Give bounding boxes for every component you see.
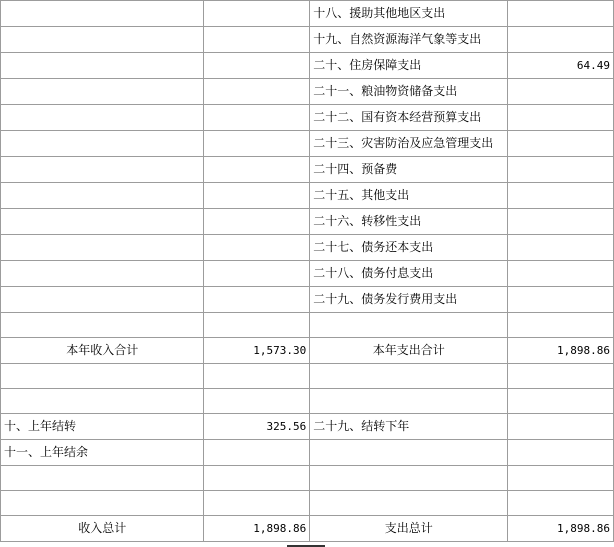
table-row [1,466,614,491]
table-row [1,105,614,131]
expense-item-cell[interactable] [310,466,508,491]
expense-item-cell[interactable]: 二十八、债务付息支出 [310,261,508,287]
expense-item-cell[interactable] [310,389,508,414]
table-row [1,440,614,466]
expense-item-cell[interactable]: 二十四、预备费 [310,157,508,183]
income-item-cell[interactable] [1,27,204,53]
income-item-cell[interactable] [1,261,204,287]
income-amount-cell[interactable] [204,209,310,235]
table-row [1,235,614,261]
income-item-cell[interactable] [1,183,204,209]
income-amount-cell[interactable]: 325.56 [204,414,310,440]
income-item-cell[interactable] [1,389,204,414]
table-row [1,414,614,440]
expense-amount-cell[interactable]: 1,898.86 [508,338,614,364]
expense-amount-cell[interactable] [508,466,614,491]
expense-amount-cell[interactable] [508,389,614,414]
table-row [1,157,614,183]
expense-amount-cell[interactable] [508,209,614,235]
expense-item-cell[interactable]: 二十九、结转下年 [310,414,508,440]
table-body [1,1,614,542]
expense-amount-cell[interactable] [508,1,614,27]
income-amount-cell[interactable] [204,261,310,287]
expense-item-cell[interactable]: 二十一、粮油物资储备支出 [310,79,508,105]
expense-item-cell[interactable] [310,313,508,338]
expense-item-cell[interactable] [310,440,508,466]
income-amount-cell[interactable] [204,79,310,105]
income-item-cell[interactable] [1,209,204,235]
expense-amount-cell[interactable] [508,105,614,131]
income-item-cell[interactable] [1,491,204,516]
expense-amount-cell[interactable] [508,235,614,261]
expense-item-cell[interactable]: 二十二、国有资本经营预算支出 [310,105,508,131]
income-amount-cell[interactable] [204,105,310,131]
table-row [1,183,614,209]
table-row [1,79,614,105]
table-row [1,209,614,235]
income-item-cell[interactable]: 十一、上年结余 [1,440,204,466]
income-item-cell[interactable] [1,53,204,79]
income-item-cell[interactable] [1,157,204,183]
table-row [1,364,614,389]
income-amount-cell[interactable] [204,466,310,491]
expense-amount-cell[interactable]: 64.49 [508,53,614,79]
income-item-cell[interactable] [1,364,204,389]
income-amount-cell[interactable] [204,440,310,466]
expense-item-cell[interactable]: 二十、住房保障支出 [310,53,508,79]
expense-item-cell[interactable] [310,491,508,516]
income-amount-cell[interactable] [204,364,310,389]
expense-item-cell[interactable]: 本年支出合计 [310,338,508,364]
table-row [1,516,614,542]
expense-amount-cell[interactable] [508,79,614,105]
table-row [1,1,614,27]
income-item-cell[interactable] [1,1,204,27]
income-amount-cell[interactable] [204,313,310,338]
income-amount-cell[interactable]: 1,573.30 [204,338,310,364]
expense-amount-cell[interactable] [508,313,614,338]
expense-amount-cell[interactable] [508,440,614,466]
expense-item-cell[interactable] [310,364,508,389]
income-item-cell[interactable]: 收入总计 [1,516,204,542]
income-item-cell[interactable] [1,466,204,491]
table-row [1,491,614,516]
table-row [1,27,614,53]
table-row [1,131,614,157]
expense-item-cell[interactable]: 支出总计 [310,516,508,542]
income-item-cell[interactable] [1,313,204,338]
income-amount-cell[interactable] [204,389,310,414]
expense-item-cell[interactable]: 二十五、其他支出 [310,183,508,209]
income-amount-cell[interactable]: 1,898.86 [204,516,310,542]
income-amount-cell[interactable] [204,1,310,27]
table-row [1,261,614,287]
income-item-cell[interactable] [1,287,204,313]
income-amount-cell[interactable] [204,27,310,53]
expense-amount-cell[interactable] [508,414,614,440]
income-amount-cell[interactable] [204,491,310,516]
income-amount-cell[interactable] [204,235,310,261]
income-item-cell[interactable] [1,235,204,261]
table-row [1,287,614,313]
expense-amount-cell[interactable] [508,261,614,287]
income-amount-cell[interactable] [204,287,310,313]
income-amount-cell[interactable] [204,157,310,183]
income-item-cell[interactable]: 本年收入合计 [1,338,204,364]
expense-amount-cell[interactable] [508,183,614,209]
expense-amount-cell[interactable] [508,157,614,183]
income-amount-cell[interactable] [204,183,310,209]
expense-amount-cell[interactable]: 1,898.86 [508,516,614,542]
income-amount-cell[interactable] [204,131,310,157]
table-row [1,313,614,338]
income-item-cell[interactable] [1,105,204,131]
table-row [1,53,614,79]
table-row [1,338,614,364]
income-item-cell[interactable]: 十、上年结转 [1,414,204,440]
table-row [1,389,614,414]
expense-item-cell[interactable]: 十九、自然资源海洋气象等支出 [310,27,508,53]
expense-item-cell[interactable]: 二十六、转移性支出 [310,209,508,235]
income-item-cell[interactable] [1,131,204,157]
expense-item-cell[interactable]: 二十七、债务还本支出 [310,235,508,261]
expense-amount-cell[interactable] [508,131,614,157]
expense-amount-cell[interactable] [508,287,614,313]
expense-amount-cell[interactable] [508,364,614,389]
expense-item-cell[interactable]: 十八、援助其他地区支出 [310,1,508,27]
income-amount-cell[interactable] [204,53,310,79]
income-item-cell[interactable] [1,79,204,105]
expense-amount-cell[interactable] [508,27,614,53]
expense-amount-cell[interactable] [508,491,614,516]
expense-item-cell[interactable]: 二十九、债务发行费用支出 [310,287,508,313]
expense-item-cell[interactable]: 二十三、灾害防治及应急管理支出 [310,131,508,157]
